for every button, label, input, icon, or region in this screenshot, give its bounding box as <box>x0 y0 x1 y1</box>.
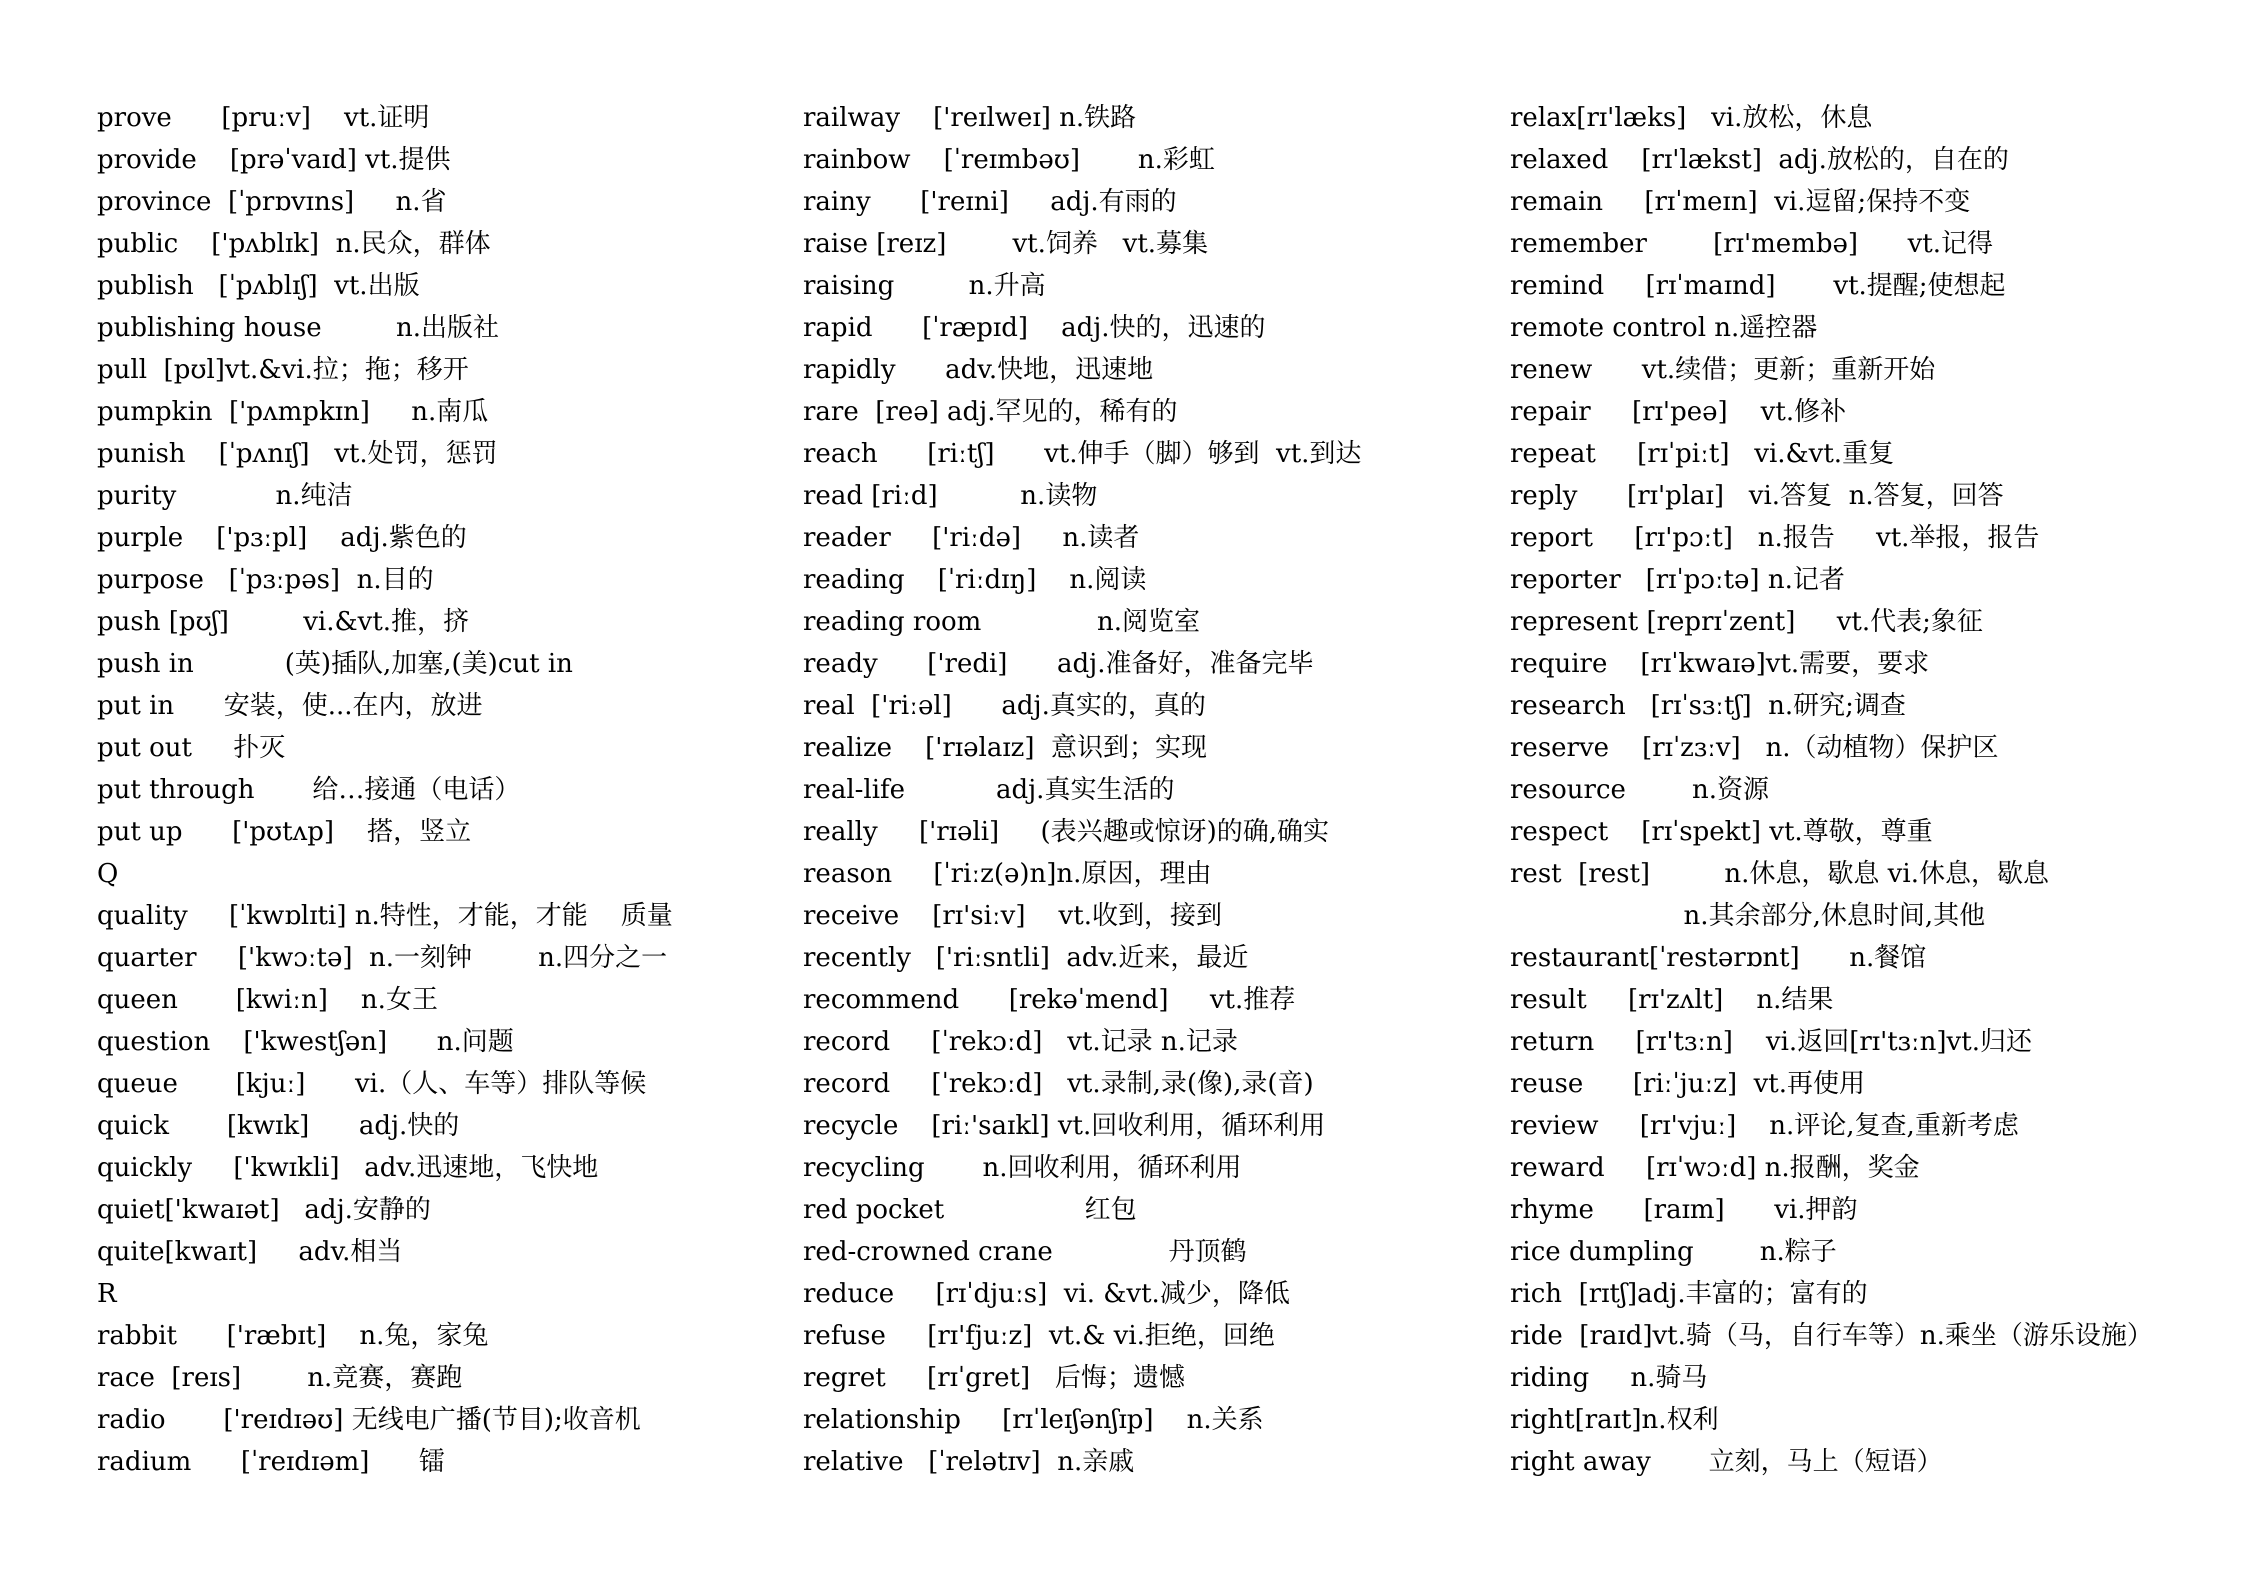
vocab-entry: reader ['riːdə] n.读者 <box>803 523 1140 553</box>
vocab-entry: reserve [rɪˈzɜːv] n.（动植物）保护区 <box>1510 733 1999 763</box>
vocab-entry: railway ['reɪlweɪ] n.铁路 <box>803 103 1137 133</box>
vocab-entry: reporter [rɪˈpɔːtə] n.记者 <box>1510 565 1845 595</box>
vocab-entry: raising n.升高 <box>803 271 1046 301</box>
vocab-entry: red pocket 红包 <box>803 1195 1137 1225</box>
vocab-entry: put up ['pʊtʌp] 搭，竖立 <box>97 817 472 847</box>
vocab-entry: purple ['pɜːpl] adj.紫色的 <box>97 523 467 553</box>
vocab-entry: reason [ˈriːz(ə)n]n.原因，理由 <box>803 859 1212 889</box>
vocab-entry: ready ['redi] adj.准备好，准备完毕 <box>803 649 1314 679</box>
vocab-entry: reuse [riːˈjuːz] vt.再使用 <box>1510 1069 1866 1099</box>
vocab-entry: reach [riːtʃ] vt.伸手（脚）够到 vt.到达 <box>803 439 1362 469</box>
vocab-entry: race [reɪs] n.竞赛，赛跑 <box>97 1363 463 1393</box>
vocab-entry: remember [rɪ'membə] vt.记得 <box>1510 229 1993 259</box>
vocab-entry: pumpkin ['pʌmpkɪn] n.南瓜 <box>97 397 489 427</box>
vocab-entry: purity n.纯洁 <box>97 481 353 511</box>
vocab-entry: rest [rest] n.休息，歇息 vi.休息，歇息 <box>1510 859 2049 889</box>
vocab-entry: relative [ˈrelətɪv] n.亲戚 <box>803 1447 1135 1477</box>
vocab-entry: push in (英)插队,加塞,(美)cut in <box>97 649 573 679</box>
vocab-entry: n.其余部分,休息时间,其他 <box>1510 901 1986 931</box>
vocab-entry: right away 立刻，马上（短语） <box>1510 1447 1943 1477</box>
vocab-column-1 <box>97 100 697 1486</box>
vocab-entry: quiet['kwaɪət] adj.安静的 <box>97 1195 431 1225</box>
vocab-entry: receive [rɪ'siːv] vt.收到，接到 <box>803 901 1222 931</box>
vocab-entry: queen [kwiːn] n.女王 <box>97 985 438 1015</box>
vocab-entry: research [rɪˈsɜːtʃ] n.研究;调查 <box>1510 691 1906 721</box>
vocab-entry: quickly ['kwɪkli] adv.迅速地，飞快地 <box>97 1153 599 1183</box>
vocab-entry: quite[kwaɪt] adv.相当 <box>97 1237 403 1267</box>
vocab-entry: renew vt.续借；更新；重新开始 <box>1510 355 1936 385</box>
vocab-entry: provide [prəˈvaɪd] vt.提供 <box>97 145 451 175</box>
vocab-entry: return [rɪ'tɜːn] vi.返回[rɪ'tɜːn]vt.归还 <box>1510 1027 2032 1057</box>
vocab-entry: rare [reə] adj.罕见的，稀有的 <box>803 397 1178 427</box>
vocab-entry: raise [reɪz] vt.饲养 vt.募集 <box>803 229 1209 259</box>
vocab-entry: queue [kjuː] vi.（人、车等）排队等候 <box>97 1069 647 1099</box>
vocab-entry: ride [raɪd]vt.骑（马，自行车等）n.乘坐（游乐设施） <box>1510 1321 2153 1351</box>
vocab-entry: reply [rɪ'plaɪ] vi.答复 n.答复，回答 <box>1510 481 2004 511</box>
vocab-entry: really ['rɪəli] (表兴趣或惊讶)的确,确实 <box>803 817 1330 847</box>
vocab-entry: public ['pʌblɪk] n.民众，群体 <box>97 229 491 259</box>
vocab-entry: remain [rɪˈmeɪn] vi.逗留;保持不变 <box>1510 187 1971 217</box>
vocab-entry: province [ˈprɒvɪns] n.省 <box>97 187 447 217</box>
vocab-entry: radio ['reɪdɪəʊ] 无线电广播(节目);收音机 <box>97 1405 641 1435</box>
vocab-entry: recycling n.回收利用，循环利用 <box>803 1153 1242 1183</box>
vocab-entry: Q <box>97 859 119 889</box>
vocab-column-2 <box>803 100 1453 1486</box>
vocab-entry: pull [pʊl]vt.&vi.拉；拖；移开 <box>97 355 469 385</box>
vocab-entry: quarter ['kwɔːtə] n.一刻钟 n.四分之一 <box>97 943 668 973</box>
vocab-entry: quick [kwɪk] adj.快的 <box>97 1111 460 1141</box>
vocab-entry: relax[rɪ'læks] vi.放松，休息 <box>1510 103 1873 133</box>
vocab-entry: reduce [rɪˈdjuːs] vi. &vt.减少，降低 <box>803 1279 1290 1309</box>
vocab-entry: review [rɪ'vjuː] n.评论,复查,重新考虑 <box>1510 1111 2019 1141</box>
vocab-entry: rich [rɪtʃ]adj.丰富的；富有的 <box>1510 1279 1868 1309</box>
vocab-entry: push [pʊʃ] vi.&vt.推，挤 <box>97 607 470 637</box>
vocab-entry: repeat [rɪˈpiːt] vi.&vt.重复 <box>1510 439 1895 469</box>
vocab-entry: regret [rɪˈgret] 后悔；遗憾 <box>803 1363 1185 1393</box>
vocab-entry: rice dumpling n.粽子 <box>1510 1237 1837 1267</box>
vocab-entry: put in 安装，使...在内，放进 <box>97 691 483 721</box>
vocab-entry: publish [ˈpʌblɪʃ] vt.出版 <box>97 271 420 301</box>
vocab-entry: reading room n.阅览室 <box>803 607 1201 637</box>
vocab-entry: record [ˈrekɔːd] vt.记录 n.记录 <box>803 1027 1238 1057</box>
vocab-entry: restaurant[ˈrestərɒnt] n.餐馆 <box>1510 943 1927 973</box>
vocab-entry: reading [ˈriːdɪŋ] n.阅读 <box>803 565 1147 595</box>
vocab-entry: rainbow [ˈreɪmbəʊ] n.彩虹 <box>803 145 1215 175</box>
vocab-entry: relaxed [rɪ'lækst] adj.放松的，自在的 <box>1510 145 2009 175</box>
vocab-entry: rapid [ˈræpɪd] adj.快的，迅速的 <box>803 313 1266 343</box>
vocab-entry: purpose [ˈpɜːpəs] n.目的 <box>97 565 434 595</box>
vocab-entry: reward [rɪˈwɔːd] n.报酬，奖金 <box>1510 1153 1920 1183</box>
vocab-entry: prove [pruːv] vt.证明 <box>97 103 430 133</box>
vocab-entry: real-life adj.真实生活的 <box>803 775 1175 805</box>
vocab-entry: remote control n.遥控器 <box>1510 313 1818 343</box>
vocab-entry: recommend [rekəˈmend] vt.推荐 <box>803 985 1296 1015</box>
vocab-entry: put through 给…接通（电话） <box>97 775 521 805</box>
vocab-entry: report [rɪ'pɔːt] n.报告 vt.举报，报告 <box>1510 523 2040 553</box>
vocab-entry: red-crowned crane 丹顶鹤 <box>803 1237 1247 1267</box>
vocab-entry: right[raɪt]n.权利 <box>1510 1405 1719 1435</box>
vocab-column-3 <box>1510 100 2190 1486</box>
vocab-entry: rabbit ['ræbɪt] n.兔，家兔 <box>97 1321 489 1351</box>
vocab-entry: resource n.资源 <box>1510 775 1770 805</box>
vocab-entry: repair [rɪ'peə] vt.修补 <box>1510 397 1847 427</box>
vocab-entry: punish [ˈpʌnɪʃ] vt.处罚，惩罚 <box>97 439 498 469</box>
vocab-entry: quality [ˈkwɒlɪti] n.特性，才能，才能 质量 <box>97 901 673 931</box>
vocab-entry: real ['riːəl] adj.真实的，真的 <box>803 691 1206 721</box>
vocab-entry: R <box>97 1279 117 1309</box>
vocab-entry: require [rɪˈkwaɪə]vt.需要，要求 <box>1510 649 1930 679</box>
vocab-entry: recently ['riːsntli] adv.近来，最近 <box>803 943 1249 973</box>
vocab-entry: riding n.骑马 <box>1510 1363 1708 1393</box>
vocab-entry: result [rɪ'zʌlt] n.结果 <box>1510 985 1834 1015</box>
vocab-entry: rainy ['reɪni] adj.有雨的 <box>803 187 1177 217</box>
vocab-entry: radium [ˈreɪdɪəm] 镭 <box>97 1447 446 1477</box>
vocab-entry: represent [reprɪˈzent] vt.代表;象征 <box>1510 607 1983 637</box>
vocab-entry: publishing house n.出版社 <box>97 313 499 343</box>
vocab-entry: recycle [riː'saɪkl] vt.回收利用，循环利用 <box>803 1111 1326 1141</box>
vocab-entry: realize ['rɪəlaɪz] 意识到；实现 <box>803 733 1208 763</box>
vocab-entry: refuse [rɪ'fjuːz] vt.& vi.拒绝，回绝 <box>803 1321 1275 1351</box>
vocab-entry: question ['kwestʃən] n.问题 <box>97 1027 514 1057</box>
vocab-entry: remind [rɪˈmaɪnd] vt.提醒;使想起 <box>1510 271 2006 301</box>
vocab-entry: respect [rɪˈspekt] vt.尊敬，尊重 <box>1510 817 1933 847</box>
vocab-entry: relationship [rɪˈleɪʃənʃɪp] n.关系 <box>803 1405 1264 1435</box>
vocab-entry: rapidly adv.快地，迅速地 <box>803 355 1154 385</box>
vocab-entry: read [riːd] n.读物 <box>803 481 1098 511</box>
vocab-entry: rhyme [raɪm] vi.押韵 <box>1510 1195 1858 1225</box>
vocab-entry: put out 扑灭 <box>97 733 286 763</box>
vocab-entry: record [ˈrekɔːd] vt.录制,录(像),录(音) <box>803 1069 1314 1099</box>
